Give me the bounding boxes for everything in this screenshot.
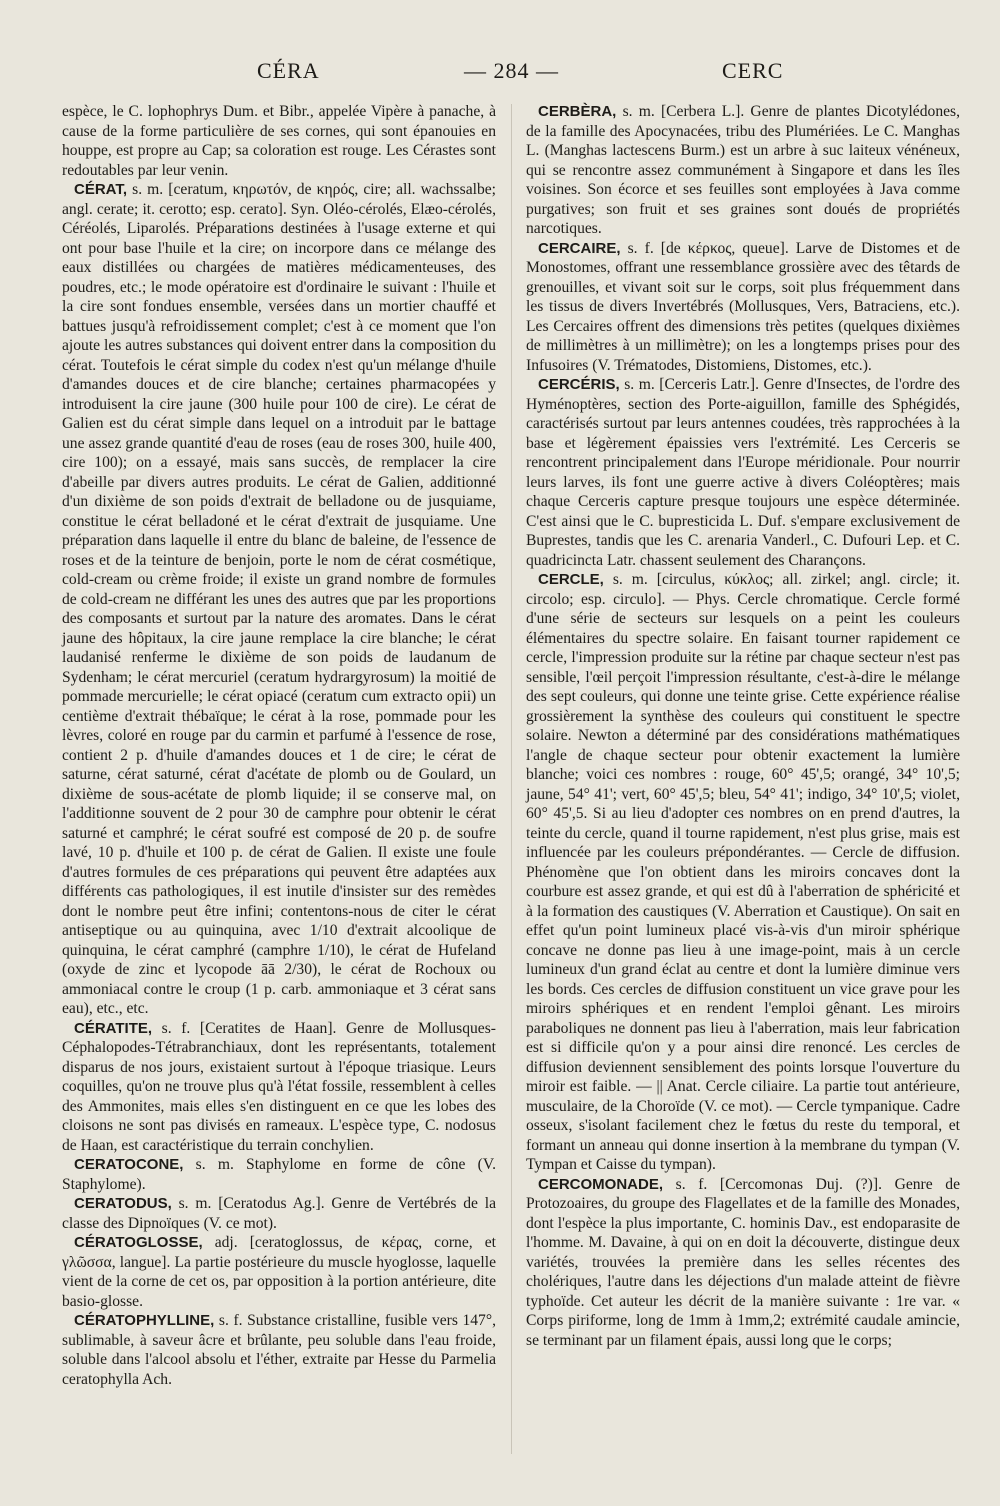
- dictionary-entry: [526, 570, 960, 1175]
- entry-text: s. m. [ceratum, κηρωτόν, de κηρός, cire; all. wachssalbe; angl. cerate; it. cerotto; esp. cerato]. Syn. Oléo-cérolés, Elæo-cérolés, Céréolés, Liparolés. Préparations destinées à l'usage externe et qui ont pour base l'huile et la cire; on incorpore dans ce mélange des eaux distillées ou chargées de matières médicamenteuses, des poudres, etc.; le mode opératoire est d'ordinaire le suivant : l'huile et la cire sont fondues ensemble, versées dans un mortier chauffé et battues jusqu'à refroidissement complet; c'est à ce moment que l'on ajoute les autres substances qui doivent entrer dans la composition du cérat. Toutefois le cérat simple du codex n'est qu'un mélange d'huile d'amandes douces et de cire blanche; certaines pharmacopées y introduisent la cire jaune (300 huile pour 100 de cire). Le cérat de Galien est du cérat simple dans lequel on a introduit par le battage une assez grande quantité d'eau de roses (eau de roses 300, huile 400, cire 100); on a essayé, mais sans succès, de remplacer la cire d'abeille par divers autres produits. Le cérat de Galien, additionné d'un dixième de son poids d'extrait de belladone ou de jusquiame, constitue le cérat belladoné et le cérat d'extrait de jusquiame. Une préparation dans laquelle il entre du blanc de baleine, de l'essence de roses et de la teinture de benjoin, porte le nom de cérat cosmétique, cold-cream ou crème froide; il existe un grand nombre de formules de cold-cream ne différant les unes des autres que par les proportions des composants et surtout par la nature des aromates. Dans le cérat jaune des hôpitaux, la cire jaune remplace la cire blanche; le cérat laudanisé renferme le dixième de son poids de laudanum de Sydenham; le cérat mercuriel (ceratum hydrargyrosum) la moitié de pommade mercurielle; le cérat opiacé (ceratum cum extracto opii) un centième d'extrait thébaïque; le cérat à la rose, pommade pour les lèvres, coloré en rouge par du carmin et parfumé à l'essence de rose, contient 2 p. d'huile d'amandes douces et 1 de cire; le cérat de saturne, cérat saturné, cérat d'acétate de plomb ou de Goulard, un dixième de sous-acétate de plomb liquide; il se conserve mal, on l'additionne souvent de 2 pour 30 de camphre pour obtenir le cérat saturné et camphré; le cérat soufré est composé de 20 p. de soufre lavé, 10 p. d'huile et 100 p. de cérat de Galien. Il existe une foule d'autres formules de ces préparations qui peuvent être adaptées aux différents cas pathologiques, il est inutile d'insister sur des remèdes dont le nombre peut être infini; contentons-nous de citer le cérat antiseptique ou au quinquina, avec 1/10 d'extrait alcoolique de quinquina, le cérat camphré (camphre 1/10), le cérat de Hufeland (oxyde de zinc et lycopode āā 2/30), le cérat de Rochoux ou ammoniacal contre le croup (1 p. carb. ammoniaque et 3 cérat sans eau), etc., etc.: [62, 181, 496, 1017]
- entry-headword: CERCAIRE,: [538, 239, 621, 257]
- dictionary-entry: [62, 1311, 496, 1389]
- dictionary-entry: [526, 375, 960, 570]
- dictionary-entry: [62, 1233, 496, 1311]
- entry-text: espèce, le C. lophophrys Dum. et Bibr., appelée Vipère à panache, à cause de la forme particulière de ses cornes, qui sont épanouies en houppe, est propre au Cap; sa coloration est rouge. Les Cérastes sont redoutables par leur venin.: [62, 103, 496, 179]
- dictionary-entry: [526, 239, 960, 376]
- dictionary-entry: [62, 102, 496, 180]
- dictionary-entry: [62, 1194, 496, 1233]
- header-right-headword: CERC: [722, 58, 784, 83]
- dictionary-entry: [62, 180, 496, 1019]
- dictionary-entry: [526, 102, 960, 239]
- entry-headword: CERCOMONADE,: [538, 1175, 664, 1193]
- columns: [62, 102, 966, 1389]
- entry-headword: CÉRATOPHYLLINE,: [74, 1312, 215, 1329]
- entry-text: s. m. Staphylome en forme de cône (V. Staphylome).: [62, 1156, 496, 1193]
- entry-headword: CÉRATITE,: [74, 1019, 153, 1037]
- dictionary-entry: [62, 1019, 496, 1156]
- entry-headword: CERATODUS,: [74, 1195, 172, 1212]
- entry-headword: CÉRATOGLOSSE,: [74, 1234, 203, 1251]
- entry-headword: CERBÈRA,: [538, 103, 617, 120]
- entry-text: s. m. [Ceratodus Ag.]. Genre de Vertébrés de la classe des Dipnoïques (V. ce mot).: [62, 1195, 497, 1232]
- entry-text: s. f. [Ceratites de Haan]. Genre de Mollusques-Céphalopodes-Tétrabranchiaux, dont les représentants, totalement disparus de nos jours, existaient surtout à l'époque triasique. Leurs coquilles, qu'on ne trouve plus qu'à l'état fossile, ressemblent à celles des Ammonites, mais elles s'en distinguent en ce que les lobes des cloisons ne sont pas divisés en rameaux. L'espèce type, C. nodosus de Haan, est caractéristique du terrain conchylien.: [62, 1019, 496, 1154]
- dictionary-entry: [62, 1155, 496, 1194]
- entry-headword: CÉRAT,: [74, 181, 128, 198]
- entry-headword: CERCLE,: [538, 571, 604, 588]
- entry-text: s. f. [Cercomonas Duj. (?)]. Genre de Protozoaires, du groupe des Flagellates et de la famille des Monades, dont l'espèce la plus importante, C. hominis Dav., est endoparasite de l'homme. M. Davaine, à qui on en doit la découverte, distingue deux variétés, trouvées la première dans les selles récentes des cholériques, l'autre dans les déjections d'un malade atteint de fièvre typhoïde. Cet auteur les décrit de la manière suivante : 1re var. « Corps piriforme, long de 1mm à 1mm,2; extrémité caudale amincie, se terminant par un filament épais, aussi long que le corps;: [526, 1175, 960, 1349]
- entry-headword: CERCÉRIS,: [538, 376, 620, 393]
- left-column: [62, 102, 496, 1389]
- entry-text: s. m. [Cerceris Latr.]. Genre d'Insectes, de l'ordre des Hyménoptères, section des Porte-aiguillon, famille des Sphégidés, caractérisés surtout par leurs antennes coudées, très rapprochées à la base et légèrement épaissies vers l'extrémité. Les Cerceris se rencontrent principalement dans l'Europe méridionale. Pour nourrir leurs larves, ils font une guerre active à divers Coléoptères; mais chaque Cerceris capture presque toujours une espèce déterminée. C'est ainsi que le C. bupresticida L. Duf. s'empare exclusivement de Buprestes, tandis que les C. arenaria Vanderl., C. Dufouri Lep. et C. quadricincta Latr. chassent seulement des Charançons.: [526, 376, 961, 569]
- page-header: [62, 58, 966, 98]
- column-divider: [511, 104, 512, 1454]
- entry-headword: CERATOCONE,: [74, 1156, 184, 1173]
- entry-text: s. f. Substance cristalline, fusible vers 147°, sublimable, à saveur âcre et brûlante, peu soluble dans l'eau froide, soluble dans l'alcool absolu et l'éther, extraite par Hesse du Parmelia ceratophylla Ach.: [62, 1312, 496, 1388]
- dictionary-entry: [526, 1175, 960, 1351]
- right-column: [526, 102, 960, 1389]
- entry-text: s. m. [circulus, κύκλος; all. zirkel; angl. circle; it. circolo; esp. circulo]. — Phys. Cercle chromatique. Cercle formé d'une série de secteurs sur lesquels on a peint les couleurs élémentaires du spectre solaire. En faisant tourner rapidement ce cercle, l'impression produite sur la rétine par chaque secteur n'est pas sensible, l'œil perçoit l'impression résultante, c'est-à-dire le mélange des sept couleurs, qui donne une teinte grise. Cette expérience réalise grossièrement la synthèse des couleurs qui constituent le spectre solaire. Newton a déterminé par des considérations mathématiques l'angle de chaque secteur pour obtenir exactement la lumière blanche; voici ces nombres : rouge, 60° 45',5; orangé, 34° 10',5; jaune, 54° 41'; vert, 60° 45',5; bleu, 54° 41'; indigo, 34° 10',5; violet, 60° 45',5. Si au lieu d'adopter ces nombres on en prend d'autres, la teinte du cercle, quand il tourne rapidement, n'est plus grise, mais est influencée par les couleurs prépondérantes. — Cercle de diffusion. Phénomène que l'on obtient dans les miroirs concaves dont la courbure est assez grande, et qui est dû à l'aberration de sphéricité et à la formation des caustiques (V. Aberration et Caustique). On sait en effet qu'un point lumineux placé vis-à-vis d'un miroir sphérique concave ne donne pas lieu à une image-point, mais à un cercle lumineux d'un grand éclat au centre et dont la lumière diminue vers les bords. Ces cercles de diffusion constituent un vice grave pour les miroirs sphériques et en rendent l'emploi gênant. Les miroirs paraboliques ne donnent pas lieu à l'aberration, mais leur fabrication est si difficile qu'on y a pour ainsi dire renoncé. Les cercles de diffusion deviennent sensiblement des points lorsque l'ouverture du miroir est faible. — || Anat. Cercle ciliaire. La partie tout antérieure, musculaire, de la Choroïde (V. ce mot). — Cercle tympanique. Cadre osseux, s'isolant facilement chez le fœtus du reste du temporal, et formant un anneau qui donne insertion à la membrane du tympan (V. Tympan et Caisse du tympan).: [526, 571, 960, 1173]
- page-number: — 284 —: [464, 58, 559, 83]
- entry-text: adj. [ceratoglossus, de κέρας, corne, et γλῶσσα, langue]. La partie postérieure du muscle hyoglosse, laquelle vient de la corne de cet os, par opposition à la portion antérieure, dite basio-glosse.: [62, 1234, 496, 1310]
- header-left-headword: CÉRA: [257, 58, 320, 83]
- entry-text: s. f. [de κέρκος, queue]. Larve de Distomes et de Monostomes, offrant une ressemblance grossière avec des têtards de grenouilles, et vivant soit sur le corps, soit plus fréquemment dans les tissus de divers Invertébrés (Mollusques, Vers, Batraciens, etc.). Les Cercaires offrent des dimensions très petites (quelques dixièmes de millimètres à un millimètre); on les a longtemps prises pour des Infusoires (V. Trématodes, Distomiens, Distomes, etc.).: [526, 239, 960, 374]
- entry-text: s. m. [Cerbera L.]. Genre de plantes Dicotylédones, de la famille des Apocynacées, tribu des Plumériées. Le C. Manghas L. (Manghas lactescens Burm.) est un arbre à suc laiteux vénéneux, qui se rencontre assez communément à Singapore et dans les îles voisines. Son écorce et ses feuilles sont employées à Java comme purgatives; son fruit et ses graines sont doués de propriétés narcotiques.: [526, 103, 961, 237]
